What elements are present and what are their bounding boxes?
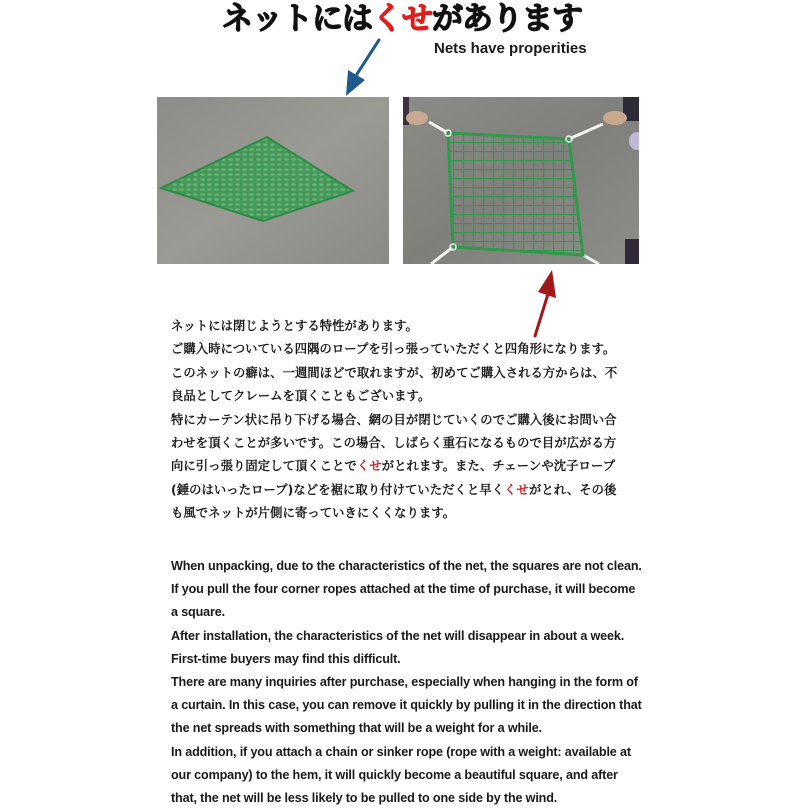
jp-accent-kuse: くせ — [504, 482, 529, 497]
title-part-1: ネットには — [222, 1, 372, 37]
title-accent-kuse: くせ — [372, 1, 432, 37]
en-line: There are many inquiries after purchase, especially when hanging in the form of — [171, 675, 638, 690]
jp-line — [171, 338, 651, 361]
english-description — [171, 555, 651, 810]
en-line: our company) to the hem, it will quickly become a beautiful square, and after — [171, 767, 618, 782]
jp-accent-kuse: くせ — [356, 459, 382, 474]
en-line: If you pull the four corner ropes attached at the time of purchase, it will become — [171, 582, 636, 597]
jp-line — [171, 432, 651, 455]
en-line: a curtain. In this case, you can remove it quickly by pulling it in the direction that — [171, 698, 642, 713]
jp-text: わせを頂くことが多いです。この場合、しばらく重石になるもので目が広がる方 — [171, 436, 617, 451]
en-line: that, the net will be less likely to be pulled to one side by the wind. — [171, 791, 558, 806]
jp-text: ネットには閉じようとする特性があります。 — [171, 319, 418, 333]
en-line: First-time buyers may find this difficult. — [171, 651, 401, 666]
jp-text: (錘のはいったロープ)などを裾に取り付けていただくと早く — [171, 482, 505, 497]
jp-line — [171, 385, 651, 408]
blue-arrow-icon — [335, 36, 385, 98]
title-part-3: があります — [432, 1, 582, 37]
jp-text: 良品としてクレームを頂くこともございます。 — [171, 389, 431, 404]
jp-text: このネットの癖は、一週間ほどで取れますが、初めてご購入される方からは、不 — [171, 365, 618, 380]
jp-text: がとれ、その後 — [528, 482, 617, 497]
jp-text: 特にカーテン状に吊り下げる場合、網の目が閉じていくのでご購入後にお問い合 — [171, 412, 617, 427]
en-line: a square. — [171, 605, 225, 620]
japanese-description — [171, 315, 651, 526]
jp-text: も風でネットが片側に寄っていきにくくなります。 — [171, 506, 456, 521]
jp-text: 向に引っ張り固定して頂くことで — [171, 459, 357, 474]
photo-net-bunched — [157, 97, 389, 264]
en-line: the net spreads with something that will be a weight for a while. — [171, 721, 542, 736]
jp-text: ご購入時についている四隅のロープを引っ張っていただくと四角形になります。 — [171, 342, 616, 357]
jp-line — [171, 315, 651, 338]
jp-text: がとれます。また、チェーンや沈子ロープ — [381, 459, 616, 474]
jp-line — [171, 502, 651, 525]
jp-line — [171, 479, 651, 502]
jp-line — [171, 455, 651, 478]
page-subtitle: Nets have properities — [434, 40, 587, 57]
en-line: When unpacking, due to the characteristics of the net, the squares are not clean. — [171, 559, 642, 573]
page-title — [222, 0, 582, 40]
net-square-illustration — [403, 97, 639, 264]
net-diamond-illustration — [157, 97, 389, 264]
jp-line — [171, 362, 651, 385]
jp-line — [171, 409, 651, 432]
en-line: After installation, the characteristics of the net will disappear in about a week. — [171, 628, 625, 643]
photo-net-square — [403, 97, 639, 264]
en-line: In addition, if you attach a chain or sinker rope (rope with a weight: available at — [171, 744, 631, 759]
